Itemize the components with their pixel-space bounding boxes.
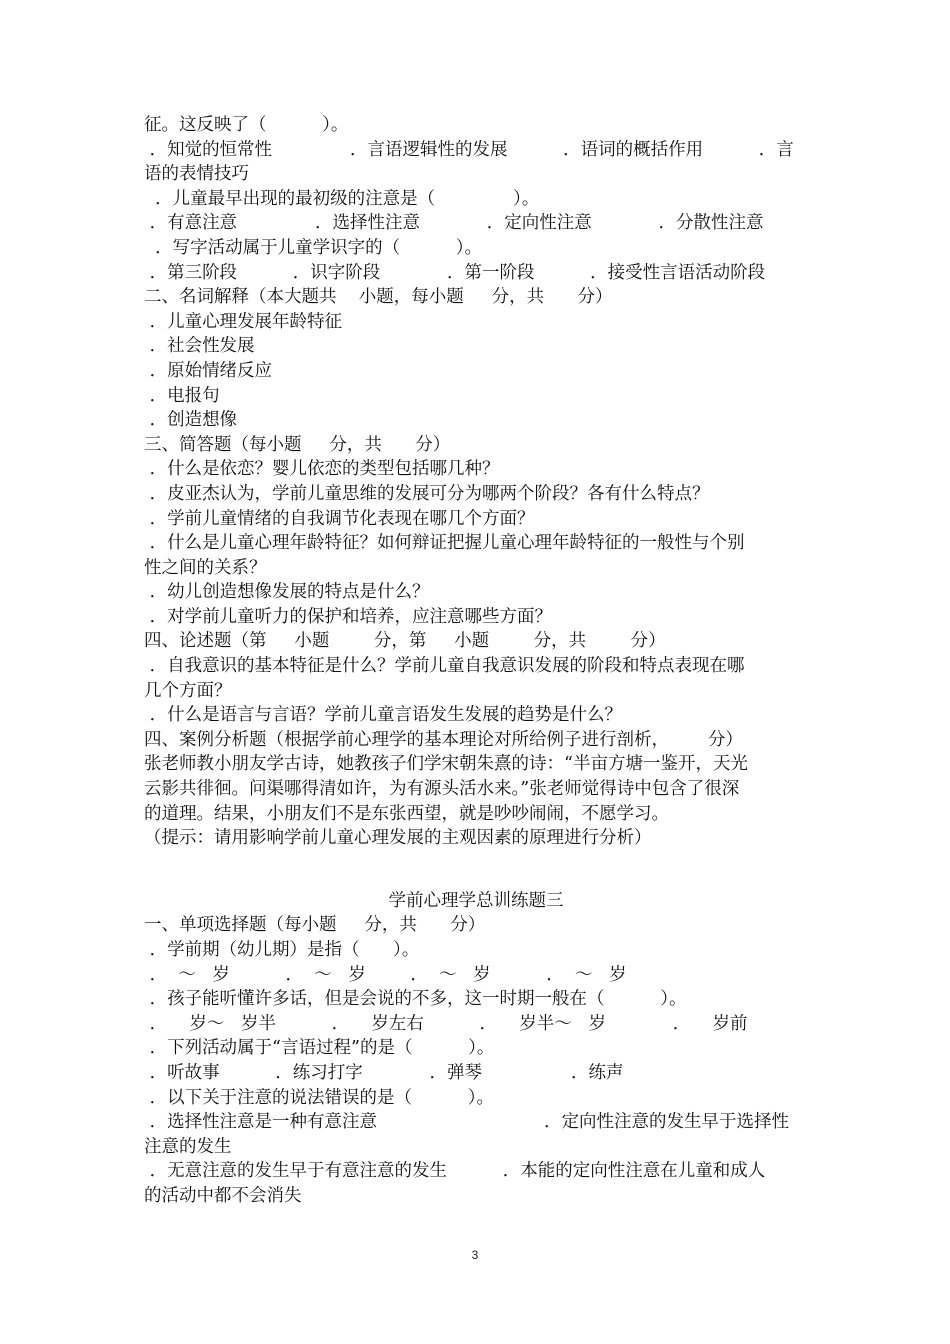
option-line: ． ～ 岁 ． ～ 岁 ． ～ 岁 ． ～ 岁 — [144, 964, 627, 985]
text-line: 语的表情技巧 — [144, 164, 249, 185]
question-line: ．什么是依恋？婴儿依恋的类型包括哪几种？ — [144, 459, 500, 480]
question-line: ．孩子能听懂许多话，但是会说的不多，这一时期一般在（ ）。 — [144, 989, 687, 1010]
term-item: ．社会性发展 — [144, 336, 255, 357]
hint-text: （提示：请用影响学前儿童心理发展的主观因素的原理进行分析） — [144, 828, 652, 849]
option-line: ．第三阶段 ．识字阶段 ．第一阶段 ．接受性言语活动阶段 — [144, 262, 766, 283]
section-title: 学前心理学总训练题三 — [388, 890, 564, 911]
text-line: 性之间的关系？ — [144, 557, 267, 578]
question-line: ．什么是儿童心理年龄特征？如何辩证把握儿童心理年龄特征的一般性与个别 — [144, 533, 745, 554]
question-line: ．以下关于注意的说法错误的是（ ）。 — [144, 1087, 494, 1108]
option-line: ．听故事 ．练习打字 ．弹琴 ．练声 — [144, 1062, 624, 1083]
section-heading: 一、单项选择题（每小题 分，共 分） — [144, 915, 486, 936]
question-line: ．幼儿创造想像发展的特点是什么？ — [144, 582, 430, 603]
option-line: ．选择性注意是一种有意注意 ．定向性注意的发生早于选择性 — [144, 1112, 789, 1133]
question-line: ．学前儿童情绪的自我调节化表现在哪几个方面？ — [144, 508, 535, 529]
term-item: ．创造想像 — [144, 410, 238, 431]
question-line: ．什么是语言与言语？学前儿童言语发生发展的趋势是什么？ — [144, 705, 623, 726]
option-line: ．有意注意 ．选择性注意 ．定向性注意 ．分散性注意 — [144, 213, 764, 234]
term-item: ．电报句 — [144, 385, 220, 406]
text-line: 几个方面？ — [144, 680, 232, 701]
spacer — [144, 851, 808, 889]
question-line: ．对学前儿童听力的保护和培养，应注意哪些方面？ — [144, 606, 553, 627]
section-heading: 三、简答题（每小题 分，共 分） — [144, 434, 451, 455]
case-text: 张老师教小朋友学古诗，她教孩子们学宋朝朱熹的诗：“半亩方塘一鉴开，天光 — [144, 754, 748, 775]
page-number: 3 — [471, 1248, 479, 1262]
option-line: ．知觉的恒常性 ．言语逻辑性的发展 ．语词的概括作用 ．言 — [144, 139, 794, 160]
question-line: ．学前期（幼儿期）是指（ ）。 — [144, 940, 420, 960]
text-line: 注意的发生 — [144, 1136, 232, 1157]
section-heading: 四、论述题（第 小题 分，第 小题 分，共 分） — [144, 631, 666, 652]
case-text: 云影共徘徊。问渠哪得清如许，为有源头活水来。”张老师觉得诗中包含了很深 — [144, 779, 740, 800]
text-line: 征。这反映了（ ）。 — [144, 115, 349, 135]
text-line: 的活动中都不会消失 — [144, 1185, 302, 1206]
case-text: 的道理。结果，小朋友们不是东张西望，就是吵吵闹闹，不愿学习。 — [144, 803, 669, 824]
section-heading: 四、案例分析题（根据学前心理学的基本理论对所给例子进行剖析， 分） — [144, 729, 743, 750]
term-item: ．原始情绪反应 — [144, 360, 273, 381]
section-heading: 二、名词解释（本大题共 小题，每小题 分，共 分） — [144, 287, 613, 308]
option-line: ． 岁～ 岁半 ． 岁左右 ． 岁半～ 岁 ． 岁前 — [144, 1013, 748, 1034]
option-line: ．无意注意的发生早于有意注意的发生 ．本能的定向性注意在儿童和成人 — [144, 1161, 766, 1182]
question-line: ．下列活动属于“言语过程”的是（ ）。 — [144, 1038, 495, 1059]
question-line: ．皮亚杰认为，学前儿童思维的发展可分为哪两个阶段？各有什么特点？ — [144, 483, 710, 504]
question-line: ．写字活动属于儿童学识字的（ ）。 — [144, 237, 483, 258]
term-item: ．儿童心理发展年龄特征 — [144, 311, 343, 332]
page-content — [144, 113, 808, 1209]
question-line: ．儿童最早出现的最初级的注意是（ ）。 — [144, 188, 540, 209]
question-line: ．自我意识的基本特征是什么？学前儿童自我意识发展的阶段和特点表现在哪 — [144, 656, 745, 677]
